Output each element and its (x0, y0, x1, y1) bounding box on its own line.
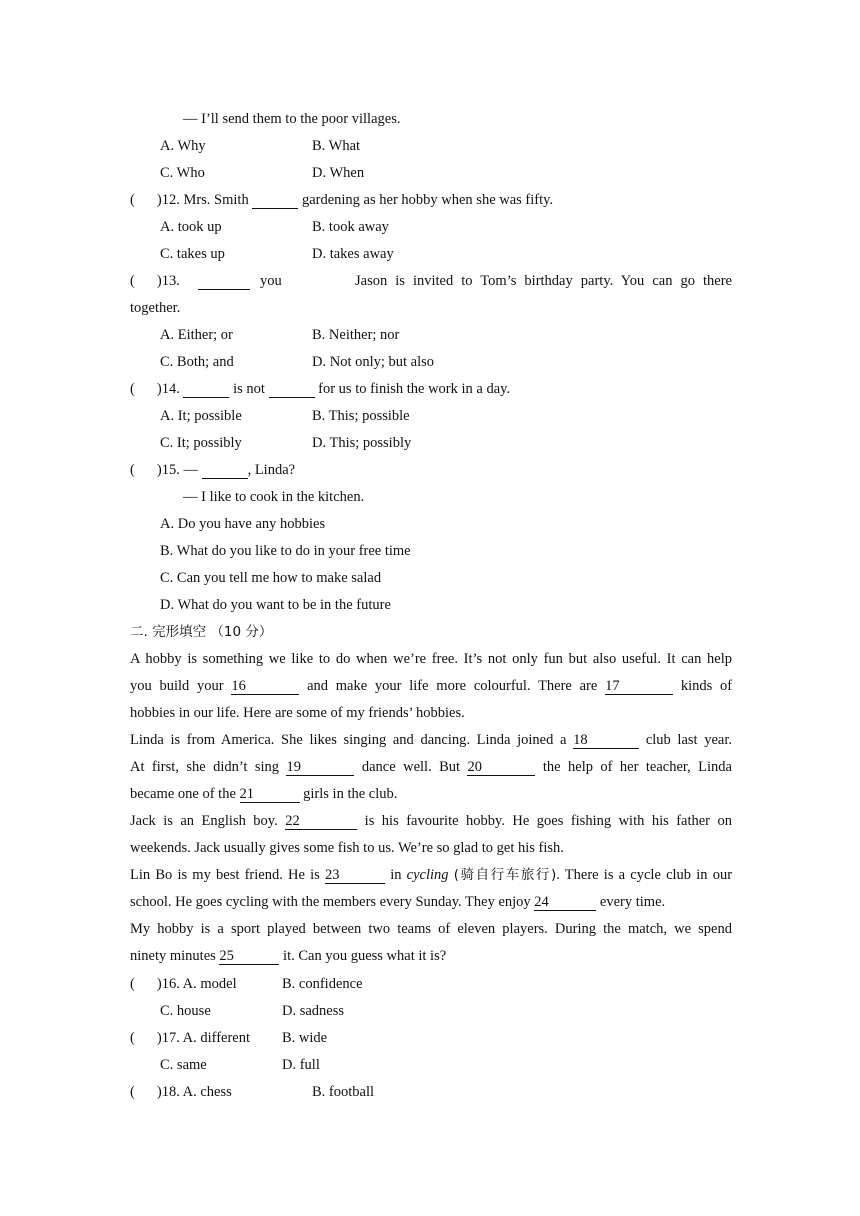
passage-line: hobbies in our life. Here are some of my friends’ hobbies. (130, 705, 465, 721)
passage-line: At first, she didn’t sing 19 dance well. But 20 the help of her teacher, Linda (130, 759, 732, 775)
answer-paren-open: ( (130, 976, 135, 992)
q12-option-a: A. took up (160, 219, 222, 235)
passage-line: My hobby is a sport played between two teams of eleven players. During the match, we spend (130, 921, 732, 937)
q13-option-b: B. Neither; nor (312, 327, 400, 343)
cloze-blank-16[interactable]: 16 (231, 679, 299, 695)
q18-option-a: 18. A. chess (161, 1084, 232, 1100)
q15-answer-line: — I like to cook in the kitchen. (183, 489, 365, 505)
q14-option-d: D. This; possibly (312, 435, 412, 451)
q13-blank[interactable] (198, 274, 250, 290)
answer-paren-close: ) (156, 273, 162, 289)
passage-line: school. He goes cycling with the members every Sunday. They enjoy 24 every time. (130, 894, 666, 910)
cloze-blank-18[interactable]: 18 (573, 733, 639, 749)
answer-paren-close: ) (156, 976, 162, 992)
q14-mid: is not (233, 381, 265, 397)
cloze-passage (130, 646, 732, 970)
answer-paren-open: ( (130, 192, 135, 208)
q12-option-b: B. took away (312, 219, 389, 235)
q13-rest: Jason is invited to Tom’s birthday party. You can go there (355, 273, 732, 289)
q16-option-c: C. house (160, 1003, 211, 1019)
passage-line: ninety minutes 25 it. Can you guess what it is? (130, 948, 447, 964)
answer-paren-open: ( (130, 1084, 135, 1100)
q18-option-b: B. football (312, 1084, 375, 1100)
q13-blank-wrap (198, 272, 250, 290)
q14-blank-1[interactable] (183, 382, 229, 398)
q13-number: 13. (161, 273, 180, 289)
q12-option-c: C. takes up (160, 246, 225, 262)
cloze-blank-21[interactable]: 21 (240, 787, 300, 803)
q11-option-c: C. Who (160, 165, 205, 181)
passage-line: you build your 16 and make your life more colourful. There are 17 kinds of (130, 678, 733, 694)
passage-line: A hobby is something we like to do when we’re free. It’s not only fun but also useful. It can help (130, 651, 732, 667)
q17-option-b: B. wide (282, 1030, 328, 1046)
q15-option-b: B. What do you like to do in your free time (160, 543, 411, 559)
q14-option-c: C. It; possibly (160, 435, 242, 451)
passage-line: Lin Bo is my best friend. He is 23 in cycling (骑自行车旅行). There is a cycle club in our (130, 867, 733, 883)
answer-paren-close: ) (156, 192, 162, 208)
cloze-blank-24[interactable]: 24 (534, 895, 596, 911)
q11-option-b: B. What (312, 138, 361, 154)
q12-rest: gardening as her hobby when she was fifty. (301, 192, 554, 208)
q18-stem (130, 1083, 232, 1101)
q17-option-c: C. same (160, 1057, 207, 1073)
cloze-blank-23[interactable]: 23 (325, 868, 385, 884)
q13-option-a: A. Either; or (160, 327, 233, 343)
q15-rest: , Linda? (247, 462, 296, 478)
q13-paren (130, 272, 180, 290)
q11-answer-line: — I’ll send them to the poor villages. (183, 111, 401, 127)
q13-continuation: together. (130, 300, 181, 316)
q17-option-a: 17. A. different (161, 1030, 251, 1046)
q15-blank[interactable] (202, 463, 248, 479)
q16-option-b: B. confidence (282, 976, 363, 992)
q14-blank-2[interactable] (269, 382, 315, 398)
q13-you: you (260, 273, 282, 289)
q14-option-b: B. This; possible (312, 408, 410, 424)
q12-option-d: D. takes away (312, 246, 394, 262)
q17-stem (130, 1029, 250, 1047)
q15-option-d: D. What do you want to be in the future (160, 597, 391, 613)
answer-paren-open: ( (130, 273, 135, 289)
q12-blank[interactable] (252, 193, 298, 209)
cloze-blank-22[interactable]: 22 (285, 814, 357, 830)
q14-rest: for us to finish the work in a day. (318, 381, 511, 397)
q14-option-a: A. It; possible (160, 408, 242, 424)
answer-paren-close: ) (156, 1030, 162, 1046)
cloze-blank-20[interactable]: 20 (467, 760, 535, 776)
q12-number: 12. Mrs. Smith (161, 192, 249, 208)
answer-paren-open: ( (130, 381, 135, 397)
q16-stem (130, 975, 237, 993)
q14-stem (130, 380, 510, 398)
cloze-blank-19[interactable]: 19 (286, 760, 354, 776)
answer-paren-open: ( (130, 462, 135, 478)
q15-option-c: C. Can you tell me how to make salad (160, 570, 382, 586)
q13-option-d: D. Not only; but also (312, 354, 435, 370)
passage-line: Linda is from America. She likes singing and dancing. Linda joined a 18 club last year. (130, 732, 733, 748)
q15-stem (130, 461, 295, 479)
section-heading: 二. 完形填空 （10 分） (130, 624, 273, 640)
q12-stem (130, 191, 553, 209)
q16-option-a: 16. A. model (161, 976, 237, 992)
q13-option-c: C. Both; and (160, 354, 234, 370)
cloze-blank-25[interactable]: 25 (219, 949, 279, 965)
answer-paren-open: ( (130, 1030, 135, 1046)
q14-number: 14. (161, 381, 180, 397)
q11-option-a: A. Why (160, 138, 206, 154)
passage-line: became one of the 21 girls in the club. (130, 786, 398, 802)
answer-paren-close: ) (156, 1084, 162, 1100)
answer-paren-close: ) (156, 381, 162, 397)
passage-line: weekends. Jack usually gives some fish to us. We’re so glad to get his fish. (130, 840, 564, 856)
passage-line: Jack is an English boy. 22 is his favourite hobby. He goes fishing with his father on (130, 813, 732, 829)
q16-option-d: D. sadness (282, 1003, 345, 1019)
answer-paren-close: ) (156, 462, 162, 478)
q15-option-a: A. Do you have any hobbies (160, 516, 326, 532)
q11-option-d: D. When (312, 165, 365, 181)
q15-number: 15. — (161, 462, 198, 478)
q17-option-d: D. full (282, 1057, 320, 1073)
cloze-blank-17[interactable]: 17 (605, 679, 673, 695)
